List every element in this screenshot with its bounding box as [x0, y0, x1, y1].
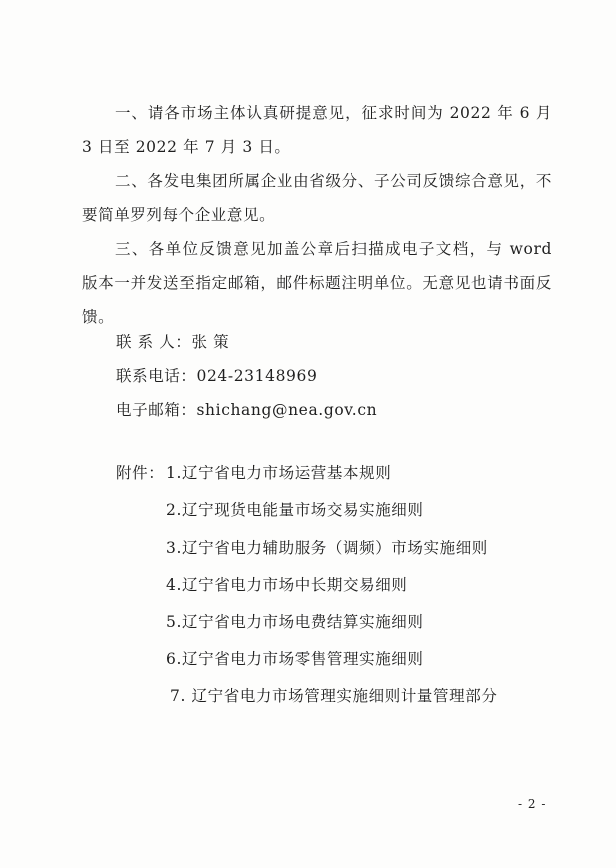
attachment-item-2: 2.辽宁现货电能量市场交易实施细则	[166, 501, 424, 519]
contact-email: 电子邮箱：shichang@nea.gov.cn	[116, 401, 378, 419]
paragraph-2: 二、各发电集团所属企业由省级分、子公司反馈综合意见，不要简单罗列每个企业意见。	[82, 172, 552, 224]
paragraph-1: 一、请各市场主体认真研提意见，征求时间为 2022 年 6 月 3 日至 2022 年 7 月 3 日。	[82, 104, 552, 156]
paragraph-3: 三、各单位反馈意见加盖公章后扫描成电子文档，与 word 版本一并发送至指定邮箱，邮件标题注明单位。无意见也请书面反馈。	[82, 240, 552, 326]
attachment-item-1: 1.辽宁省电力市场运营基本规则	[166, 464, 392, 482]
contact-person: 联 系 人：张 策	[116, 333, 230, 351]
attachment-item-5: 5.辽宁省电力市场电费结算实施细则	[166, 613, 424, 631]
attachment-item-6: 6.辽宁省电力市场零售管理实施细则	[166, 650, 424, 668]
page-number: - 2 -	[518, 797, 547, 811]
attachment-item-3: 3.辽宁省电力辅助服务（调频）市场实施细则	[166, 539, 488, 557]
attachments-label: 附件：	[116, 464, 165, 482]
contact-phone: 联系电话：024-23148969	[116, 367, 318, 385]
attachment-item-4: 4.辽宁省电力市场中长期交易细则	[166, 576, 408, 594]
attachment-item-7: 7. 辽宁省电力市场管理实施细则计量管理部分	[170, 687, 498, 705]
